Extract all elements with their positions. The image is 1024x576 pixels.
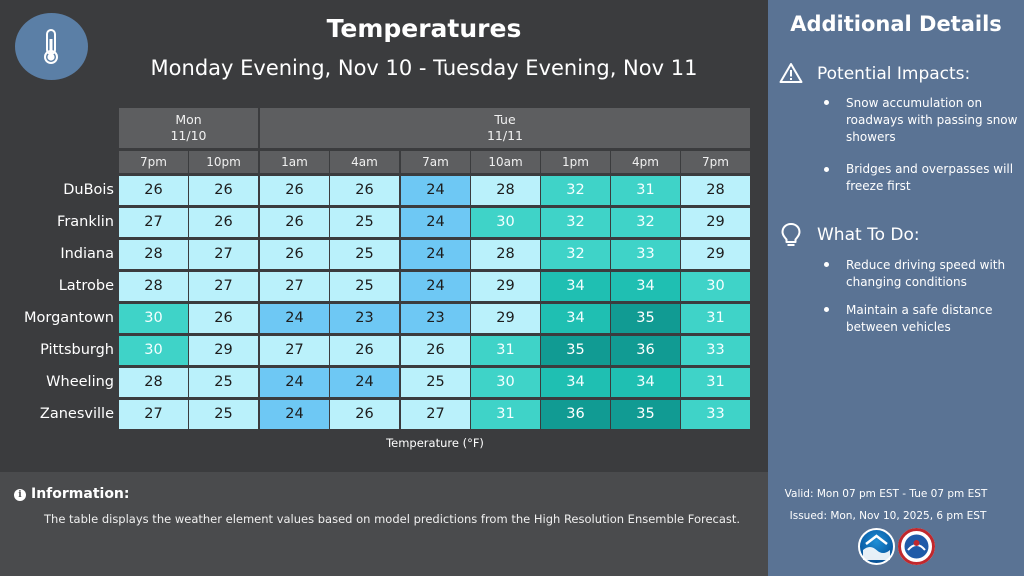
temperature-cell: 24 (330, 368, 399, 397)
time-header: 7am (401, 151, 470, 173)
temperature-cell: 24 (260, 400, 329, 429)
temperature-cell: 29 (189, 336, 258, 365)
temperature-cell: 27 (189, 272, 258, 301)
bullet (824, 307, 829, 312)
temperature-cell: 28 (119, 368, 188, 397)
temperature-cell: 31 (471, 400, 540, 429)
temperature-cell: 33 (681, 336, 750, 365)
temperature-cell: 30 (119, 304, 188, 333)
time-header: 7pm (119, 151, 188, 173)
temperature-cell: 29 (681, 240, 750, 269)
day-date: 11/10 (170, 128, 207, 143)
todo-item: Reduce driving speed with changing conditions (846, 258, 1006, 289)
nws-logo (898, 528, 935, 565)
temperature-cell: 27 (401, 400, 470, 429)
temperature-cell: 23 (401, 304, 470, 333)
temperature-cell: 25 (401, 368, 470, 397)
time-header: 7pm (681, 151, 750, 173)
temperature-cell: 26 (330, 176, 399, 205)
temperature-cell: 35 (611, 400, 680, 429)
temperature-cell: 26 (260, 208, 329, 237)
page-title: Temperatures (326, 14, 522, 43)
temperature-cell: 24 (401, 272, 470, 301)
temperature-cell: 31 (611, 176, 680, 205)
temperature-cell: 29 (471, 272, 540, 301)
bullet (824, 167, 829, 172)
temperature-cell: 26 (189, 176, 258, 205)
temperature-cell: 25 (330, 208, 399, 237)
temperature-cell: 28 (119, 272, 188, 301)
valid-time: Valid: Mon 07 pm EST - Tue 07 pm EST (784, 488, 988, 500)
temperature-cell: 32 (541, 240, 610, 269)
city-label: Latrobe (58, 278, 114, 294)
todo-title: What To Do: (817, 225, 920, 245)
city-label: DuBois (63, 182, 114, 198)
temperature-cell: 35 (611, 304, 680, 333)
temperature-cell: 29 (681, 208, 750, 237)
impacts-title: Potential Impacts: (817, 64, 971, 84)
temperature-cell: 32 (611, 208, 680, 237)
impact-item: Snow accumulation on roadways with passing snow showers (846, 96, 1018, 144)
info-title: Information: (31, 486, 130, 502)
warning-icon (779, 62, 803, 88)
temperature-cell: 27 (119, 208, 188, 237)
temperature-cell: 36 (611, 336, 680, 365)
temperature-cell: 30 (471, 208, 540, 237)
temperature-cell: 25 (330, 240, 399, 269)
day-header (119, 108, 258, 148)
temperature-cell: 34 (611, 272, 680, 301)
temperature-cell: 31 (471, 336, 540, 365)
temperature-cell: 23 (330, 304, 399, 333)
temperature-cell: 27 (260, 336, 329, 365)
day-date: 11/11 (486, 128, 524, 143)
temperature-cell: 24 (401, 240, 470, 269)
temperature-cell: 36 (541, 400, 610, 429)
info-icon: i (14, 489, 26, 501)
temperature-cell: 34 (611, 368, 680, 397)
city-label: Franklin (57, 214, 114, 230)
temperature-cell: 34 (541, 272, 610, 301)
temperature-cell: 25 (330, 272, 399, 301)
day-name: Tue (494, 112, 516, 127)
time-header: 4pm (611, 151, 680, 173)
noaa-logo (858, 528, 895, 565)
temperature-cell: 30 (119, 336, 188, 365)
temperature-cell: 28 (681, 176, 750, 205)
temperature-cell: 33 (611, 240, 680, 269)
axis-label: Temperature (°F) (386, 436, 484, 450)
city-label: Morgantown (24, 310, 114, 326)
day-name: Mon (175, 112, 202, 127)
time-header: 10pm (189, 151, 258, 173)
temperature-cell: 28 (471, 240, 540, 269)
sidebar-title: Additional Details (790, 12, 1002, 36)
temperature-cell: 26 (119, 176, 188, 205)
temperature-cell: 25 (189, 368, 258, 397)
temperature-cell: 34 (541, 368, 610, 397)
bullet (824, 100, 829, 105)
city-label: Indiana (60, 246, 114, 262)
impact-item: Bridges and overpasses will freeze first (846, 162, 1014, 193)
temperature-cell: 26 (330, 336, 399, 365)
temperature-cell: 24 (260, 304, 329, 333)
temperature-cell: 24 (401, 208, 470, 237)
temperature-cell: 26 (260, 176, 329, 205)
issued-time: Issued: Mon, Nov 10, 2025, 6 pm EST (789, 510, 987, 522)
temperature-cell: 26 (189, 304, 258, 333)
city-label: Wheeling (46, 374, 114, 390)
temperature-cell: 27 (119, 400, 188, 429)
temperature-cell: 24 (401, 176, 470, 205)
temperature-cell: 33 (681, 400, 750, 429)
time-header: 1am (260, 151, 329, 173)
info-text: The table displays the weather element values based on model predictions from the High Resolution Ensemble Forecast. (44, 512, 741, 526)
temperature-cell: 31 (681, 304, 750, 333)
time-header: 4am (330, 151, 399, 173)
city-label: Zanesville (39, 406, 114, 422)
temperature-cell: 27 (189, 240, 258, 269)
temperature-cell: 26 (260, 240, 329, 269)
day-header (260, 108, 750, 148)
temperature-cell: 27 (260, 272, 329, 301)
city-label: Pittsburgh (40, 342, 114, 358)
temperature-cell: 28 (119, 240, 188, 269)
temperature-cell: 24 (260, 368, 329, 397)
temperature-cell: 28 (471, 176, 540, 205)
temperature-cell: 34 (541, 304, 610, 333)
temperature-cell: 26 (401, 336, 470, 365)
temperature-cell: 26 (189, 208, 258, 237)
bullet (824, 262, 829, 267)
temperature-cell: 32 (541, 208, 610, 237)
temperature-cell: 25 (189, 400, 258, 429)
temperature-cell: 30 (681, 272, 750, 301)
temperature-cell: 26 (330, 400, 399, 429)
temperature-cell: 35 (541, 336, 610, 365)
time-header: 10am (471, 151, 540, 173)
temperature-cell: 31 (681, 368, 750, 397)
time-header: 1pm (541, 151, 610, 173)
temperature-cell: 30 (471, 368, 540, 397)
page-subtitle: Monday Evening, Nov 10 - Tuesday Evening, Nov 11 (150, 56, 698, 80)
temperature-cell: 29 (471, 304, 540, 333)
todo-item: Maintain a safe distance between vehicles (846, 303, 993, 334)
temperature-cell: 32 (541, 176, 610, 205)
lightbulb-icon (779, 222, 803, 252)
